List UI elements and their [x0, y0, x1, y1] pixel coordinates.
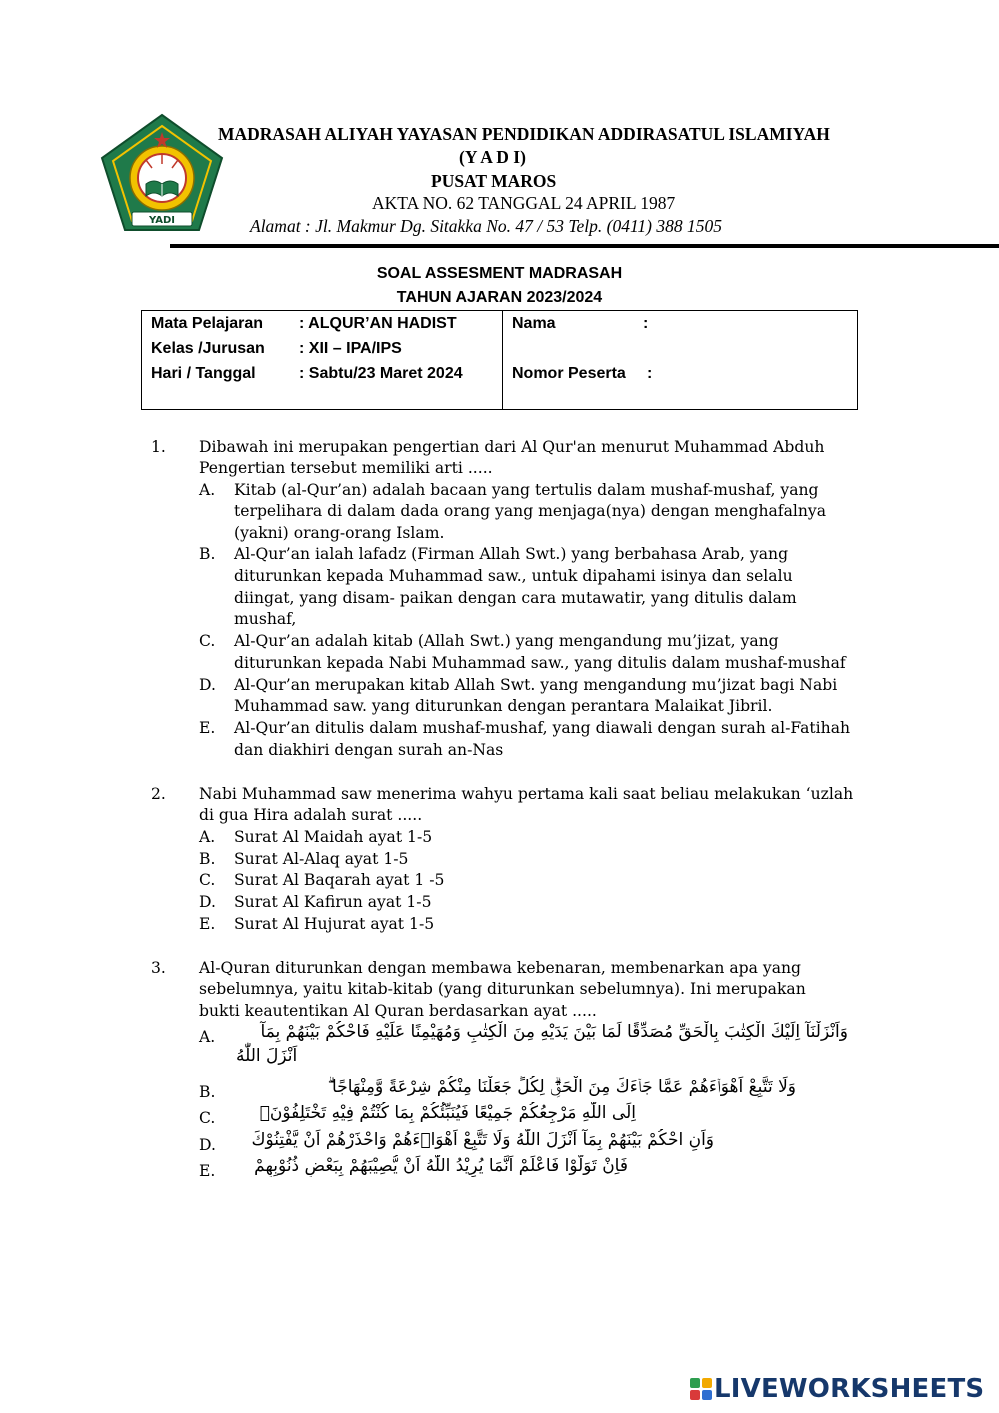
class-label: Kelas /Jurusan — [151, 340, 265, 357]
option-text[interactable]: Surat Al Kafirun ayat 1-5 — [234, 893, 432, 911]
participant-number-answer-field[interactable] — [662, 363, 848, 385]
exam-year: TAHUN AJARAN 2023/2024 — [396, 289, 603, 306]
option-text[interactable]: Al-Qur’an merupakan kitab Allah Swt. yang mengandung mu’jizat bagi Nabi — [234, 676, 838, 694]
question-number: 3. — [151, 959, 166, 977]
question-text: bukti keautentikan Al Quran berdasarkan ayat ..... — [199, 1002, 597, 1020]
name-colon: : — [643, 315, 649, 332]
school-deed: AKTA NO. 62 TANGGAL 24 APRIL 1987 — [372, 193, 676, 213]
option-text[interactable]: dan diakhiri dengan surah an-Nas — [234, 741, 504, 759]
option-arabic-text[interactable]: وَاَنْزَلْنَآ اِلَيْكَ الْكِتٰبَ بِالْحَقِّ مُصَدِّقًا لِّمَا بَيْنَ يَدَيْهِ مِنَ الْكِتٰبِ وَمُهَيْمِنًا عَلَيْهِ فَاحْكُمْ بَيْنَهُمْ بِمَآ — [260, 1022, 848, 1042]
option-text[interactable]: Surat Al Hujurat ayat 1-5 — [234, 915, 435, 933]
option-letter-b[interactable]: B. — [199, 1083, 216, 1101]
class-value: : XII – IPA/IPS — [299, 340, 402, 357]
option-text[interactable]: diturunkan kepada Nabi Muhammad saw., yang ditulis dalam mushaf-mushaf — [234, 654, 846, 672]
watermark-text: LIVEWORKSHEETS — [714, 1374, 985, 1404]
option-letter-a[interactable]: A. — [199, 481, 216, 499]
school-address: Alamat : Jl. Makmur Dg. Sitakka No. 47 / 53 Telp. (0411) 388 1505 — [250, 216, 722, 236]
school-abbreviation: (Y A D I) — [459, 147, 526, 167]
option-letter-c[interactable]: C. — [199, 871, 216, 889]
option-letter-a[interactable]: A. — [199, 828, 216, 846]
question-text: Pengertian tersebut memiliki arti ..... — [199, 459, 493, 477]
question-text: Dibawah ini merupakan pengertian dari Al Qur'an menurut Muhammad Abduh — [199, 438, 825, 456]
header-divider — [170, 244, 999, 248]
option-letter-c[interactable]: C. — [199, 1109, 216, 1127]
option-text[interactable]: terpelihara di dalam dada orang yang menjaga(nya) dengan menghafalnya — [234, 502, 826, 520]
option-letter-c[interactable]: C. — [199, 632, 216, 650]
name-answer-field[interactable] — [658, 313, 848, 335]
option-arabic-text[interactable]: فَاِنْ تَوَلَّوْا فَاعْلَمْ اَنَّمَا يُرِيْدُ اللّٰهُ اَنْ يُّصِيْبَهُمْ بِبَعْضِ ذُنُوْبِهِمْ — [254, 1156, 628, 1176]
subject-label: Mata Pelajaran — [151, 315, 264, 332]
option-text[interactable]: Al-Qur’an adalah kitab (Allah Swt.) yang mengandung mu’jizat, yang — [234, 632, 779, 650]
option-text[interactable]: mushaf, — [234, 610, 297, 628]
option-arabic-text[interactable]: وَاَنِ احْكُمْ بَيْنَهُمْ بِمَآ اَنْزَلَ اللّٰهُ وَلَا تَتَّبِعْ اَهْوَاۤءَهُمْ وَاحْذَرْهُمْ اَنْ يَّفْتِنُوْكَ — [251, 1130, 714, 1150]
option-letter-e[interactable]: E. — [199, 915, 216, 933]
option-text[interactable]: (yakni) orang-orang Islam. — [234, 524, 445, 542]
question-text: Al-Quran diturunkan dengan membawa kebenaran, membenarkan apa yang — [199, 959, 802, 977]
school-logo-icon — [98, 112, 226, 234]
option-letter-e[interactable]: E. — [199, 1162, 216, 1180]
option-arabic-text[interactable]: وَلَا تَتَّبِعْ اَهْوَاۤءَهُمْ عَمَّا جَاۤءَكَ مِنَ الْحَقِّۗ لِكُلٍّ جَعَلْنَا مِنْكُمْ شِرْعَةً وَّمِنْهَاجًا ۗ — [327, 1077, 796, 1097]
option-letter-a[interactable]: A. — [199, 1028, 216, 1046]
participant-number-colon: : — [647, 365, 653, 382]
subject-value: : ALQUR’AN HADIST — [299, 315, 457, 332]
question-number: 2. — [151, 785, 166, 803]
option-letter-e[interactable]: E. — [199, 719, 216, 737]
name-label: Nama — [512, 315, 556, 332]
option-text[interactable]: Al-Qur’an ditulis dalam mushaf-mushaf, yang diawali dengan surah al-Fatihah — [234, 719, 851, 737]
option-arabic-text[interactable]: اِلَى اللّٰهِ مَرْجِعُكُمْ جَمِيْعًا فَيُنَبِّئُكُمْ بِمَا كُنْتُمْ فِيْهِ تَخْتَلِفُوْنَۙ — [259, 1103, 636, 1123]
date-label: Hari / Tanggal — [151, 365, 256, 382]
liveworksheets-logo-icon — [690, 1378, 712, 1400]
question-text: di gua Hira adalah surat ..... — [199, 806, 423, 824]
option-text[interactable]: diingat, yang disam- paikan dengan cara mutawatir, yang ditulis dalam — [234, 589, 797, 607]
logo-banner-text: YADI — [148, 215, 176, 226]
option-text[interactable]: Al-Qur’an ialah lafadz (Firman Allah Swt.) yang berbahasa Arab, yang — [234, 545, 789, 563]
option-letter-d[interactable]: D. — [199, 1136, 216, 1154]
question-text: Nabi Muhammad saw menerima wahyu pertama kali saat beliau melakukan ‘uzlah — [199, 785, 854, 803]
option-text[interactable]: Surat Al Baqarah ayat 1 -5 — [234, 871, 445, 889]
participant-number-label: Nomor Peserta — [512, 365, 626, 382]
option-letter-b[interactable]: B. — [199, 545, 216, 563]
question-text: sebelumnya, yaitu kitab-kitab (yang diturunkan sebelumnya). Ini merupakan — [199, 980, 806, 998]
question-number: 1. — [151, 438, 166, 456]
option-letter-d[interactable]: D. — [199, 893, 216, 911]
option-text[interactable]: Muhammad saw. yang diturunkan dengan perantara Malaikat Jibril. — [234, 697, 773, 715]
option-letter-b[interactable]: B. — [199, 850, 216, 868]
option-arabic-text[interactable]: اَنْزَلَ اللّٰهُ — [236, 1046, 298, 1066]
option-text[interactable]: Surat Al Maidah ayat 1-5 — [234, 828, 433, 846]
school-location: PUSAT MAROS — [431, 171, 557, 191]
option-text[interactable]: Kitab (al-Qur’an) adalah bacaan yang tertulis dalam mushaf-mushaf, yang — [234, 481, 819, 499]
option-text[interactable]: Surat Al-Alaq ayat 1-5 — [234, 850, 409, 868]
info-box-divider — [502, 310, 503, 410]
exam-title: SOAL ASSESMENT MADRASAH — [376, 265, 623, 282]
option-text[interactable]: diturunkan kepada Muhammad saw., untuk dipahami isinya dan selalu — [234, 567, 793, 585]
date-value: : Sabtu/23 Maret 2024 — [299, 365, 463, 382]
school-name: MADRASAH ALIYAH YAYASAN PENDIDIKAN ADDIRASATUL ISLAMIYAH — [218, 124, 830, 144]
option-letter-d[interactable]: D. — [199, 676, 216, 694]
